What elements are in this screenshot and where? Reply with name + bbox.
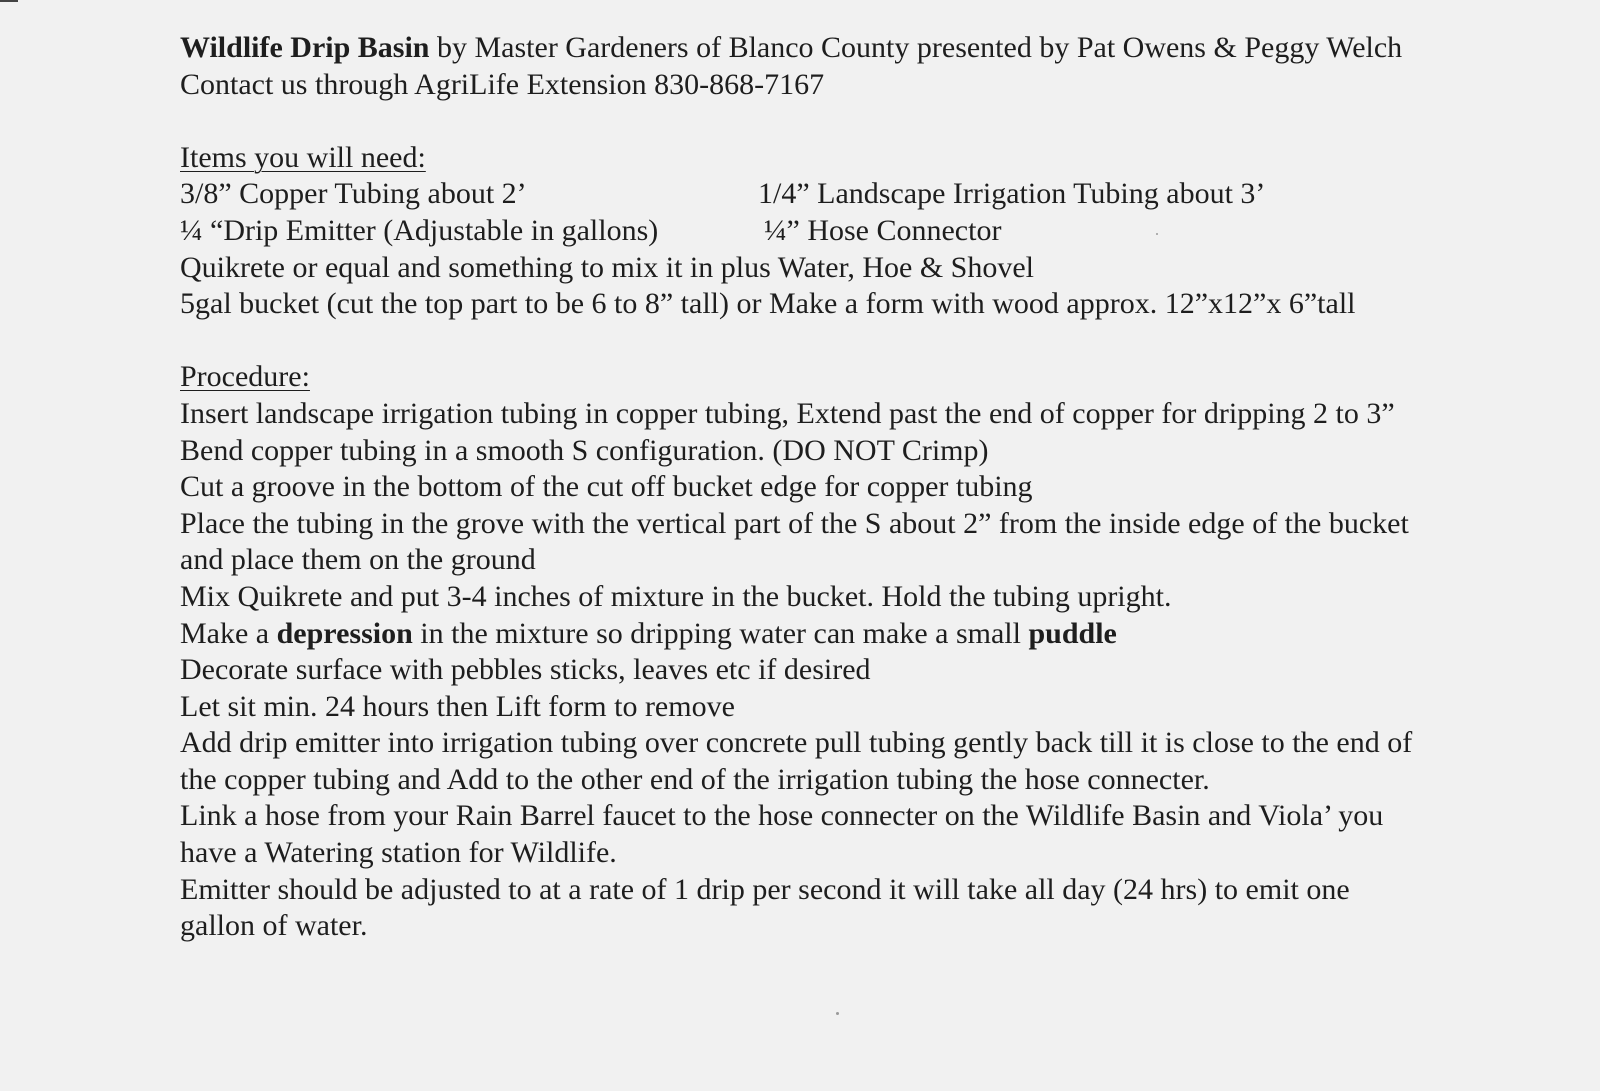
procedure-step: Insert landscape irrigation tubing in copper tubing, Extend past the end of copper for dripping 2 to 3”	[180, 396, 1395, 430]
document-title: Wildlife Drip Basin	[180, 31, 430, 64]
emphasis-puddle: puddle	[1028, 616, 1117, 650]
procedure-text: Make a	[180, 616, 277, 650]
scan-corner-mark	[0, 0, 18, 2]
procedure-step: have a Watering station for Wildlife.	[180, 836, 617, 870]
procedure-step: Emitter should be adjusted to at a rate of 1 drip per second it will take all day (24 hrs) to emit one	[180, 872, 1350, 906]
procedure-step: Link a hose from your Rain Barrel faucet to the hose connecter on the Wildlife Basin and Viola’ you	[180, 799, 1384, 833]
spacer	[180, 323, 1570, 360]
item-copper-tubing: 3/8” Copper Tubing about 2’	[180, 177, 527, 211]
contact-line: Contact us through AgriLife Extension 830-868-7167	[180, 67, 825, 101]
scan-speck	[836, 1012, 839, 1015]
procedure-step: Decorate surface with pebbles sticks, leaves etc if desired	[180, 653, 871, 687]
procedure-step: Mix Quikrete and put 3-4 inches of mixture in the bucket. Hold the tubing upright.	[180, 579, 1172, 613]
item-drip-emitter: ¼ “Drip Emitter (Adjustable in gallons)	[180, 213, 659, 247]
items-heading: Items you will need:	[180, 140, 426, 174]
procedure-step: gallon of water.	[180, 909, 368, 943]
item-hose-connector: ¼” Hose Connector	[764, 213, 1002, 247]
items-row	[180, 213, 1570, 250]
procedure-step: Let sit min. 24 hours then Lift form to remove	[180, 689, 735, 723]
item-quikrete: Quikrete or equal and something to mix it in plus Water, Hoe & Shovel	[180, 250, 1035, 284]
procedure-text: in the mixture so dripping water can make a small	[412, 616, 1029, 650]
procedure-step: Cut a groove in the bottom of the cut off bucket edge for copper tubing	[180, 470, 1033, 504]
items-row	[180, 176, 1570, 213]
procedure-step: and place them on the ground	[180, 543, 536, 577]
procedure-step-depression	[180, 616, 1570, 653]
item-bucket: 5gal bucket (cut the top part to be 6 to 8” tall) or Make a form with wood approx. 12”x12”x 6”tall	[180, 287, 1356, 321]
procedure-step: Place the tubing in the grove with the vertical part of the S about 2” from the inside edge of the bucket	[180, 506, 1409, 540]
procedure-step: the copper tubing and Add to the other end of the irrigation tubing the hose connecter.	[180, 762, 1210, 796]
title-line	[180, 30, 1570, 67]
procedure-step: Add drip emitter into irrigation tubing over concrete pull tubing gently back till it is close to the end of	[180, 726, 1413, 760]
spacer	[180, 103, 1570, 140]
item-irrigation-tubing: 1/4” Landscape Irrigation Tubing about 3’	[758, 177, 1266, 211]
document-byline: by Master Gardeners of Blanco County presented by Pat Owens & Peggy Welch	[429, 31, 1403, 64]
document	[180, 30, 1570, 945]
procedure-step: Bend copper tubing in a smooth S configuration. (DO NOT Crimp)	[180, 433, 989, 467]
procedure-heading: Procedure:	[180, 360, 310, 394]
emphasis-depression: depression	[276, 616, 413, 650]
